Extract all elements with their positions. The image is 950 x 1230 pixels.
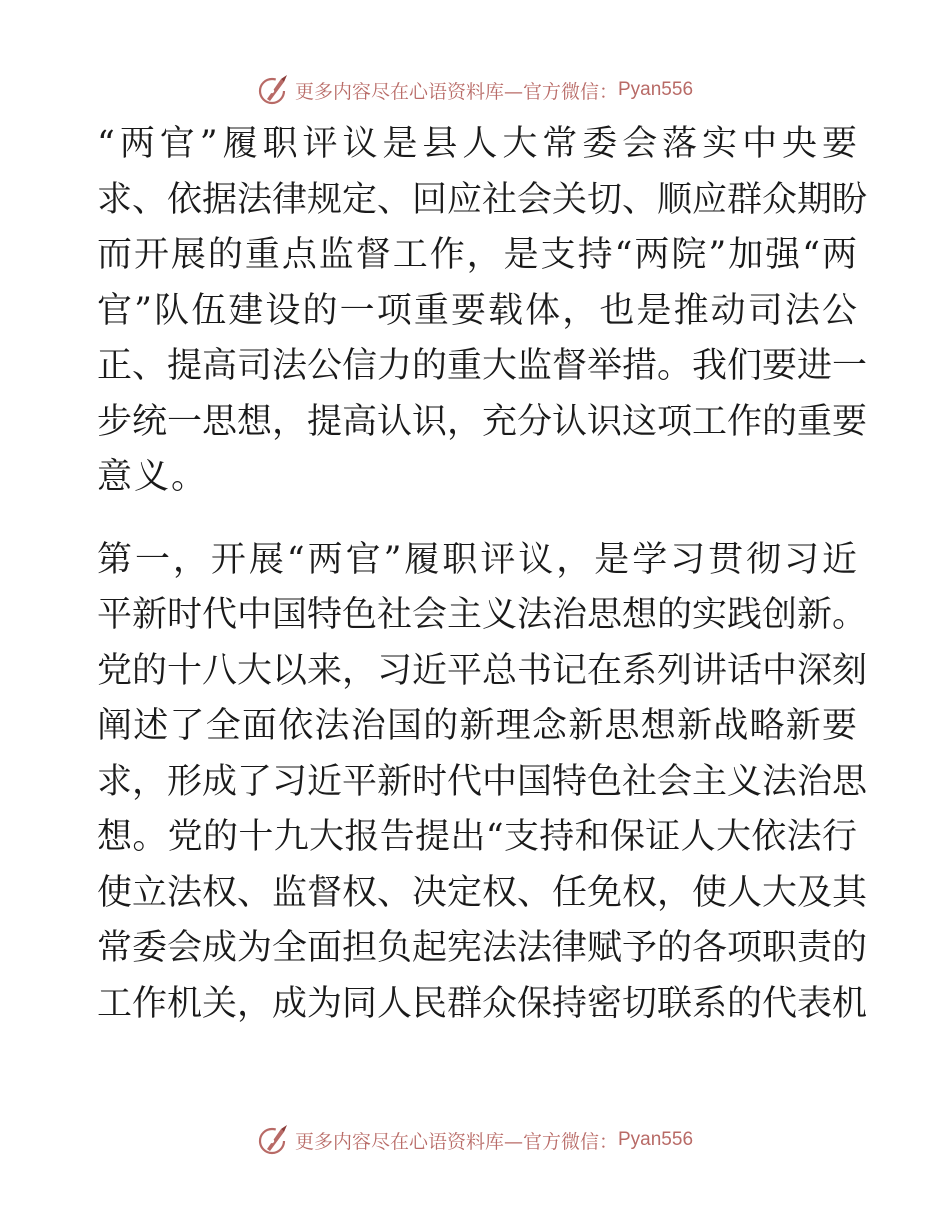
text-line: 常委会成为全面担负起宪法法律赋予的各项职责的	[97, 928, 868, 968]
feather-pen-logo-icon	[257, 1123, 291, 1157]
text-line: “两官”履职评议是县人大常委会落实中央要	[97, 124, 857, 164]
text-line: 使立法权、监督权、决定权、任免权，使人大及其	[97, 872, 868, 913]
text-line: 步统一思想，提高认识，充分认识这项工作的重要	[97, 401, 868, 442]
watermark-text: 更多内容尽在心语资料库—官方微信：	[294, 1130, 618, 1153]
text-line: 求，形成了习近平新时代中国特色社会主义法治思	[97, 761, 868, 802]
text-line: 正、提高司法公信力的重大监督举措。我们要进一	[97, 346, 868, 386]
document-body	[97, 122, 868, 1037]
text-line: 想。党的十九大报告提出“支持和保证人大依法行	[97, 817, 857, 857]
watermark-wechat-id: Pyan556	[618, 79, 694, 100]
watermark-text: 更多内容尽在心语资料库—官方微信：	[294, 80, 618, 103]
text-line: 而开展的重点监督工作，是支持“两院”加强“两	[97, 235, 857, 275]
text-line: 意义。	[97, 457, 209, 497]
watermark-header	[0, 70, 950, 110]
text-line: 平新时代中国特色社会主义法治思想的实践创新。	[97, 595, 868, 635]
text-line: 工作机关，成为同人民群众保持密切联系的代表机	[97, 983, 868, 1024]
paragraph-first-point	[97, 538, 868, 1027]
paragraph-intro	[97, 122, 868, 500]
feather-pen-logo-icon	[257, 73, 291, 107]
text-line: 党的十八大以来，习近平总书记在系列讲话中深刻	[97, 650, 868, 691]
watermark-footer	[0, 1120, 950, 1160]
text-line: 第一，开展“两官”履职评议，是学习贯彻习近	[97, 539, 857, 580]
text-line: 阐述了全面依法治国的新理念新思想新战略新要	[97, 706, 857, 746]
text-line: 求、依据法律规定、回应社会关切、顺应群众期盼	[97, 179, 868, 220]
watermark-wechat-id: Pyan556	[618, 1129, 694, 1150]
text-line: 官”队伍建设的一项重要载体，也是推动司法公	[97, 290, 857, 331]
